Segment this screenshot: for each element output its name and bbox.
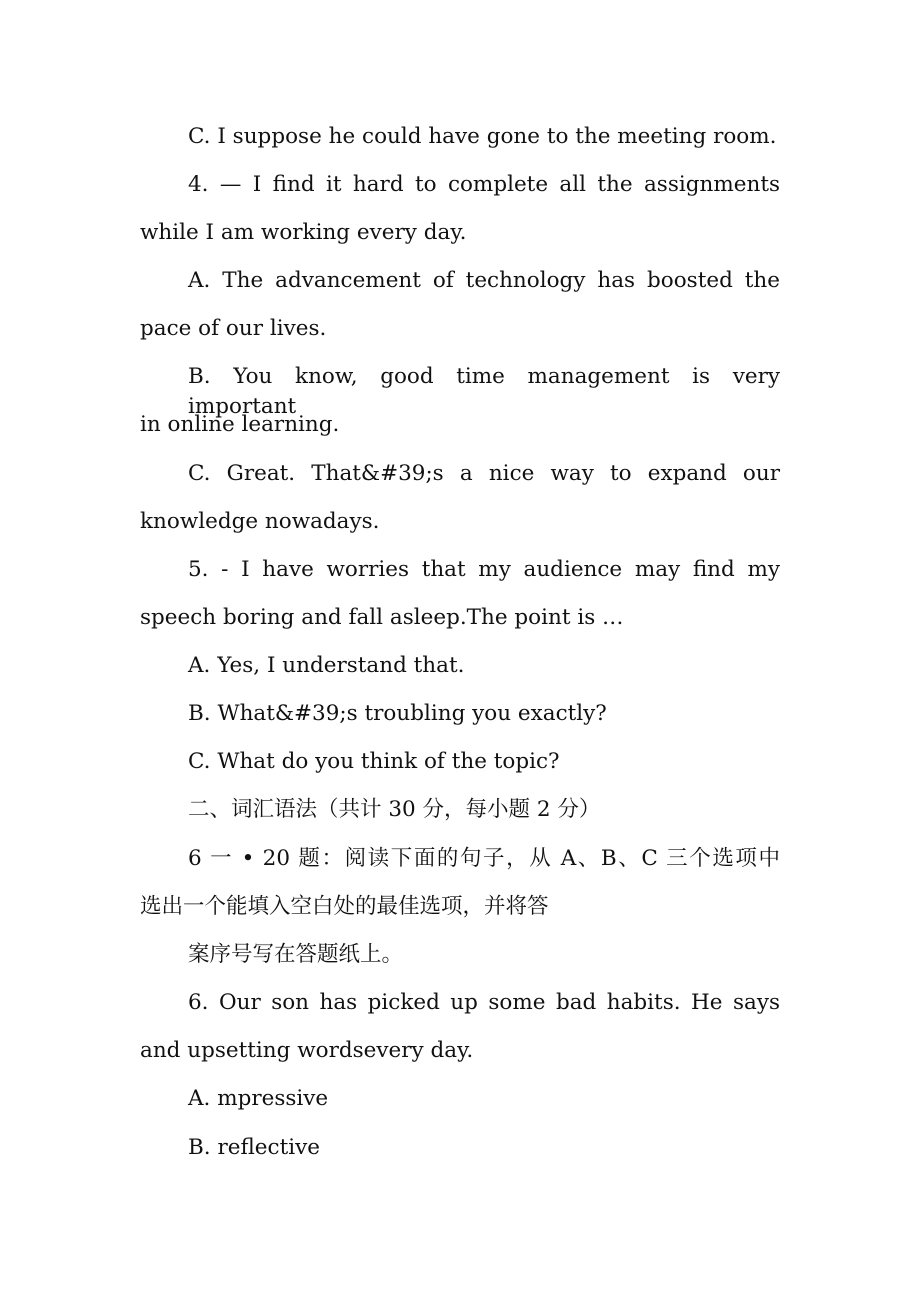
instructions-line-3: 案序号写在答题纸上。 [188, 942, 404, 967]
section-heading: 二、词汇语法（共计 30 分，每小题 2 分） [188, 797, 601, 822]
question-4-line-1: 4. — I find it hard to complete all the assignments [188, 172, 780, 197]
option-4c-line-1: C. Great. That&#39;s a nice way to expand our [188, 461, 780, 486]
option-4c-line-2: knowledge nowadays. [140, 509, 380, 534]
option-5b: B. What&#39;s troubling you exactly? [188, 701, 607, 726]
option-4b-line-1: B. You know, good time management is very important [188, 364, 780, 419]
question-5-line-1: 5. - I have worries that my audience may find my [188, 557, 780, 582]
option-5c: C. What do you think of the topic? [188, 749, 560, 774]
option-3c: C. I suppose he could have gone to the meeting room. [188, 124, 777, 149]
option-6b: B. reflective [188, 1135, 320, 1160]
option-4b-line-2: in online learning. [140, 412, 340, 437]
question-6-line-1: 6. Our son has picked up some bad habits. He says [188, 990, 780, 1015]
instructions-line-1: 6 一 • 20 题：阅读下面的句子，从 A、B、C 三个选项中 [188, 846, 780, 871]
instructions-line-2: 选出一个能填入空白处的最佳选项，并将答 [140, 894, 549, 919]
option-6a: A. mpressive [188, 1086, 329, 1111]
question-6-line-2: and upsetting wordsevery day. [140, 1038, 474, 1063]
option-5a: A. Yes, I understand that. [188, 653, 465, 678]
question-5-line-2: speech boring and fall asleep.The point is … [140, 605, 624, 630]
option-4a-line-2: pace of our lives. [140, 316, 327, 341]
question-4-line-2: while I am working every day. [140, 220, 467, 245]
option-4a-line-1: A. The advancement of technology has boosted the [188, 268, 780, 293]
